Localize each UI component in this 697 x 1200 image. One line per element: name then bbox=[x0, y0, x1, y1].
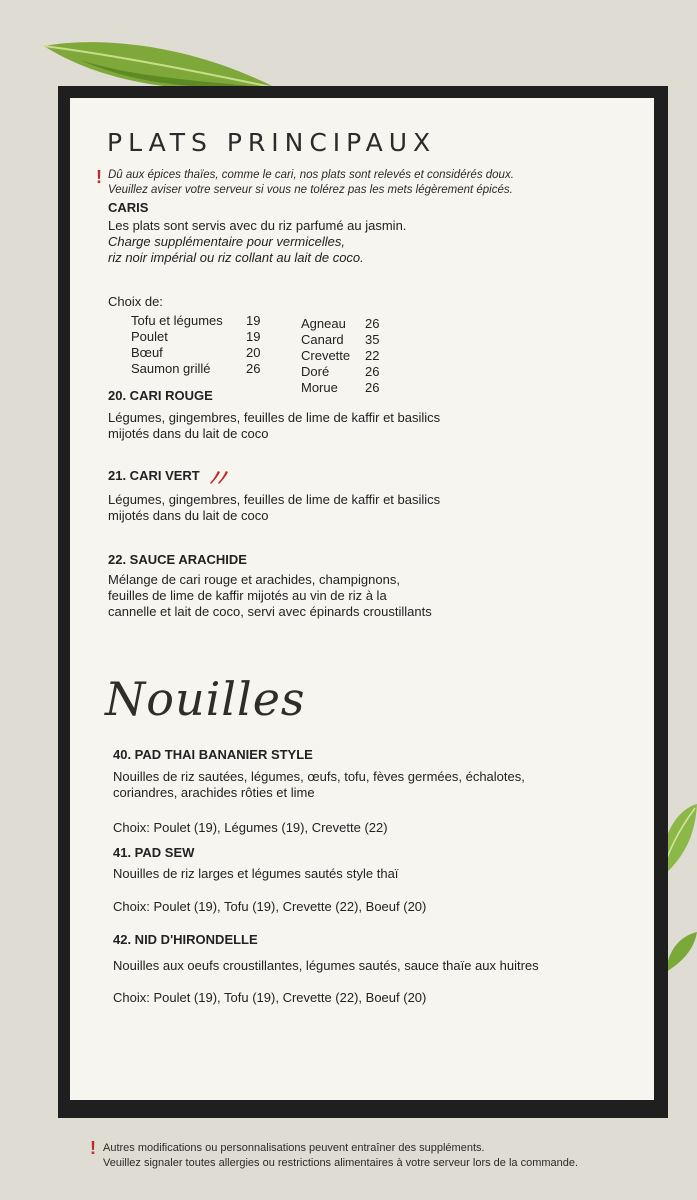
dish-title: 40. PAD THAI BANANIER STYLE bbox=[113, 747, 313, 762]
spice-warning-line-1: Dû aux épices thaïes, comme le cari, nos plats sont relevés et considérés doux. bbox=[108, 169, 514, 181]
caris-line-1: Les plats sont servis avec du riz parfumé au jasmin. bbox=[108, 218, 407, 233]
dish-description-line: coriandres, arachides rôties et lime bbox=[113, 785, 315, 800]
option-name: Doré bbox=[301, 364, 330, 379]
section-heading-nouilles: Nouilles bbox=[105, 672, 306, 726]
spice-warning-line-2: Veuillez aviser votre serveur si vous ne tolérez pas les mets légèrement épicés. bbox=[108, 184, 513, 196]
dish-title: 21. CARI VERT bbox=[108, 468, 200, 483]
caris-line-3: riz noir impérial ou riz collant au lait de coco. bbox=[108, 250, 364, 265]
dish-title: 20. CARI ROUGE bbox=[108, 388, 213, 403]
leaf-right-lower-icon bbox=[664, 930, 697, 974]
dish-description-line: mijotés dans du lait de coco bbox=[108, 426, 269, 441]
warning-icon: ! bbox=[96, 167, 102, 187]
choice-label: Choix de: bbox=[108, 294, 163, 309]
dish-description-line: feuilles de lime de kaffir mijotés au vin de riz à la bbox=[108, 588, 387, 603]
option-name: Morue bbox=[301, 380, 338, 395]
dish-choice: Choix: Poulet (19), Tofu (19), Crevette (22), Boeuf (20) bbox=[113, 899, 427, 914]
section-heading-caris: CARIS bbox=[108, 200, 149, 215]
dish-choice: Choix: Poulet (19), Légumes (19), Crevette (22) bbox=[113, 820, 388, 835]
option-price: 19 bbox=[246, 313, 261, 328]
option-name: Crevette bbox=[301, 348, 351, 363]
dish-description-line: Nouilles de riz sautées, légumes, œufs, tofu, fèves germées, échalotes, bbox=[113, 769, 525, 784]
dish-description-line: Légumes, gingembres, feuilles de lime de kaffir et basilics bbox=[108, 410, 441, 425]
dish-description-line: cannelle et lait de coco, servi avec épinards croustillants bbox=[108, 604, 432, 619]
dish-title: 42. NID D'HIRONDELLE bbox=[113, 932, 258, 947]
option-name: Tofu et légumes bbox=[131, 313, 223, 328]
page-title: PLATS PRINCIPAUX bbox=[107, 128, 437, 157]
caris-line-2: Charge supplémentaire pour vermicelles, bbox=[108, 234, 346, 249]
dish-title: 22. SAUCE ARACHIDE bbox=[108, 552, 247, 567]
option-name: Canard bbox=[301, 332, 344, 347]
option-name: Saumon grillé bbox=[131, 361, 211, 376]
option-price: 26 bbox=[365, 380, 380, 395]
option-name: Poulet bbox=[131, 329, 168, 344]
option-name: Bœuf bbox=[131, 345, 163, 360]
dish-title: 41. PAD SEW bbox=[113, 845, 195, 860]
dish-description-line: Nouilles aux oeufs croustillantes, légumes sautés, sauce thaïe aux huitres bbox=[113, 958, 539, 973]
footer-line-2: Veuillez signaler toutes allergies ou restrictions alimentaires à votre serveur lors de la commande. bbox=[103, 1157, 579, 1169]
option-price: 20 bbox=[246, 345, 261, 360]
option-price: 26 bbox=[365, 364, 380, 379]
footer-line-1: Autres modifications ou personnalisations peuvent entraîner des suppléments. bbox=[103, 1142, 485, 1154]
dish-description-line: Légumes, gingembres, feuilles de lime de kaffir et basilics bbox=[108, 492, 441, 507]
dish-choice: Choix: Poulet (19), Tofu (19), Crevette (22), Boeuf (20) bbox=[113, 990, 427, 1005]
option-price: 19 bbox=[246, 329, 261, 344]
dish-description-line: Mélange de cari rouge et arachides, champignons, bbox=[108, 572, 400, 587]
option-name: Agneau bbox=[301, 316, 346, 331]
option-price: 35 bbox=[365, 332, 380, 347]
option-price: 26 bbox=[246, 361, 261, 376]
chili-pepper-icon bbox=[206, 470, 230, 484]
dish-description-line: mijotés dans du lait de coco bbox=[108, 508, 269, 523]
dish-title-row bbox=[108, 468, 230, 484]
dish-description-line: Nouilles de riz larges et légumes sautés style thaï bbox=[113, 866, 399, 881]
option-price: 22 bbox=[365, 348, 380, 363]
option-price: 26 bbox=[365, 316, 380, 331]
footer-warning-icon: ! bbox=[90, 1138, 96, 1158]
